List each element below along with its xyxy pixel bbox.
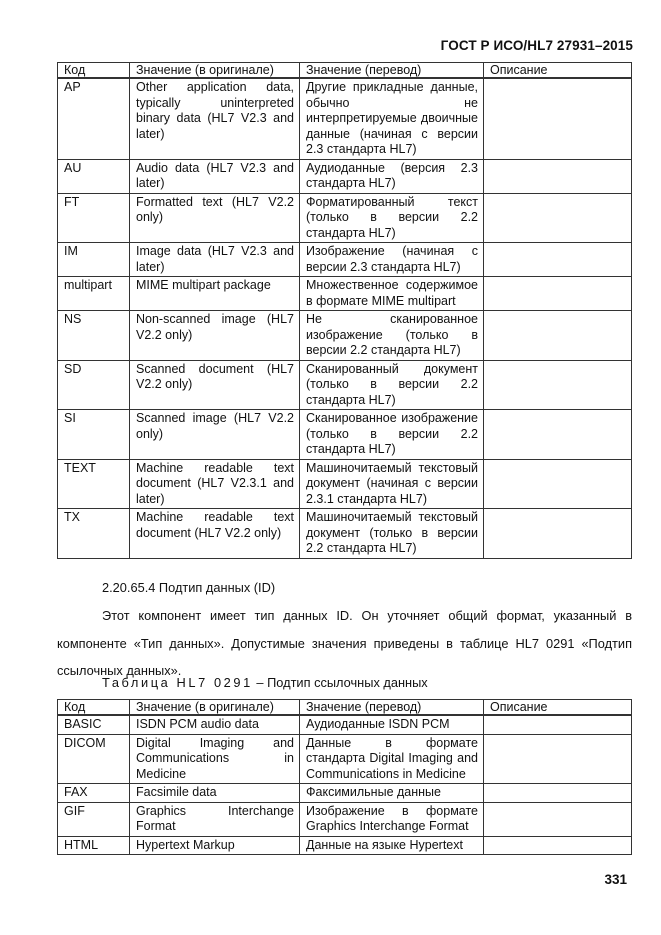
cell-description xyxy=(484,715,632,734)
cell-code: DICOM xyxy=(58,734,130,784)
cell-translation: Данные в формате стандарта Digital Imaging and Communications in Medicine xyxy=(300,734,484,784)
cell-description xyxy=(484,509,632,559)
table-row xyxy=(58,802,632,836)
cell-translation: Аудиоданные ISDN PCM xyxy=(300,715,484,734)
codes-table xyxy=(57,62,632,559)
cell-description xyxy=(484,193,632,243)
cell-code: TEXT xyxy=(58,459,130,509)
cell-code: FT xyxy=(58,193,130,243)
cell-original: Digital Imaging and Communications in Medicine xyxy=(130,734,300,784)
table-row xyxy=(58,78,632,159)
cell-code: TX xyxy=(58,509,130,559)
column-header-code: Код xyxy=(58,63,130,79)
column-header-description: Описание xyxy=(484,700,632,716)
cell-description xyxy=(484,836,632,855)
cell-description xyxy=(484,311,632,361)
column-header-translation: Значение (перевод) xyxy=(300,700,484,716)
cell-original: Formatted text (HL7 V2.2 only) xyxy=(130,193,300,243)
cell-translation: Аудиоданные (версия 2.3 стандарта HL7) xyxy=(300,159,484,193)
cell-translation: Сканированный документ (только в версии 2.2 стандарта HL7) xyxy=(300,360,484,410)
cell-translation: Машиночитаемый текстовый документ (начиная с версии 2.3.1 стандарта HL7) xyxy=(300,459,484,509)
table-row xyxy=(58,784,632,803)
cell-original: Machine readable text document (HL7 V2.2 only) xyxy=(130,509,300,559)
cell-translation: Изображение в формате Graphics Interchange Format xyxy=(300,802,484,836)
cell-description xyxy=(484,78,632,159)
table-row xyxy=(58,836,632,855)
cell-description xyxy=(484,159,632,193)
cell-original: Audio data (HL7 V2.3 and later) xyxy=(130,159,300,193)
column-header-translation: Значение (перевод) xyxy=(300,63,484,79)
cell-code: BASIC xyxy=(58,715,130,734)
table-row xyxy=(58,277,632,311)
cell-translation: Машиночитаемый текстовый документ (только в версии 2.2 стандарта HL7) xyxy=(300,509,484,559)
document-header: ГОСТ Р ИСО/HL7 27931–2015 xyxy=(440,38,633,53)
cell-translation: Другие прикладные данные, обычно не интерпретируемые двоичные данные (начиная с версии 2.3 стандарта HL7) xyxy=(300,78,484,159)
cell-original: Facsimile data xyxy=(130,784,300,803)
column-header-description: Описание xyxy=(484,63,632,79)
cell-original: ISDN PCM audio data xyxy=(130,715,300,734)
cell-original: MIME multipart package xyxy=(130,277,300,311)
cell-description xyxy=(484,360,632,410)
section-body: Этот компонент имеет тип данных ID. Он уточняет общий формат, указанный в компоненте «Тип данных». Допустимые значения приведены в таблице HL7 0291 «Подтип ссылочных данных». xyxy=(57,608,632,678)
table-header-row xyxy=(58,700,632,716)
cell-code: FAX xyxy=(58,784,130,803)
table-row xyxy=(58,311,632,361)
section-title: 2.20.65.4 Подтип данных (ID) xyxy=(102,580,276,595)
cell-original: Hypertext Markup xyxy=(130,836,300,855)
cell-original: Other application data, typically uninterpreted binary data (HL7 V2.3 and later) xyxy=(130,78,300,159)
table-caption-label: Таблица HL7 0291 xyxy=(102,675,253,690)
column-header-code: Код xyxy=(58,700,130,716)
table1-body xyxy=(58,78,632,558)
cell-code: multipart xyxy=(58,277,130,311)
table-row xyxy=(58,734,632,784)
cell-code: AU xyxy=(58,159,130,193)
table-caption-text: – Подтип ссылочных данных xyxy=(252,675,428,690)
cell-original: Scanned image (HL7 V2.2 only) xyxy=(130,410,300,460)
cell-description xyxy=(484,410,632,460)
page-number: 331 xyxy=(604,872,627,887)
cell-translation: Факсимильные данные xyxy=(300,784,484,803)
cell-original: Graphics Interchange Format xyxy=(130,802,300,836)
table-row xyxy=(58,159,632,193)
cell-translation: Сканированное изображение (только в версии 2.2 стандарта HL7) xyxy=(300,410,484,460)
cell-description xyxy=(484,243,632,277)
cell-translation: Множественное содержимое в формате MIME multipart xyxy=(300,277,484,311)
cell-code: IM xyxy=(58,243,130,277)
cell-translation: Не сканированное изображение (только в версии 2.2 стандарта HL7) xyxy=(300,311,484,361)
cell-code: SD xyxy=(58,360,130,410)
cell-translation: Данные на языке Hypertext xyxy=(300,836,484,855)
cell-original: Non-scanned image (HL7 V2.2 only) xyxy=(130,311,300,361)
table-row xyxy=(58,193,632,243)
table-caption xyxy=(102,675,661,690)
cell-original: Machine readable text document (HL7 V2.3.1 and later) xyxy=(130,459,300,509)
cell-translation: Изображение (начиная с версии 2.3 стандарта HL7) xyxy=(300,243,484,277)
cell-description xyxy=(484,784,632,803)
cell-code: GIF xyxy=(58,802,130,836)
table-row xyxy=(58,410,632,460)
table-row xyxy=(58,509,632,559)
column-header-original: Значение (в оригинале) xyxy=(130,63,300,79)
table-row xyxy=(58,243,632,277)
table-row xyxy=(58,715,632,734)
cell-description xyxy=(484,277,632,311)
cell-description xyxy=(484,734,632,784)
cell-original: Scanned document (HL7 V2.2 only) xyxy=(130,360,300,410)
cell-description xyxy=(484,459,632,509)
table-header-row xyxy=(58,63,632,79)
column-header-original: Значение (в оригинале) xyxy=(130,700,300,716)
table2-body xyxy=(58,715,632,855)
cell-code: NS xyxy=(58,311,130,361)
cell-code: SI xyxy=(58,410,130,460)
cell-translation: Форматированный текст (только в версии 2.2 стандарта HL7) xyxy=(300,193,484,243)
subtype-table xyxy=(57,699,632,855)
table-row xyxy=(58,459,632,509)
cell-code: HTML xyxy=(58,836,130,855)
cell-description xyxy=(484,802,632,836)
cell-original: Image data (HL7 V2.3 and later) xyxy=(130,243,300,277)
table-row xyxy=(58,360,632,410)
cell-code: AP xyxy=(58,78,130,159)
